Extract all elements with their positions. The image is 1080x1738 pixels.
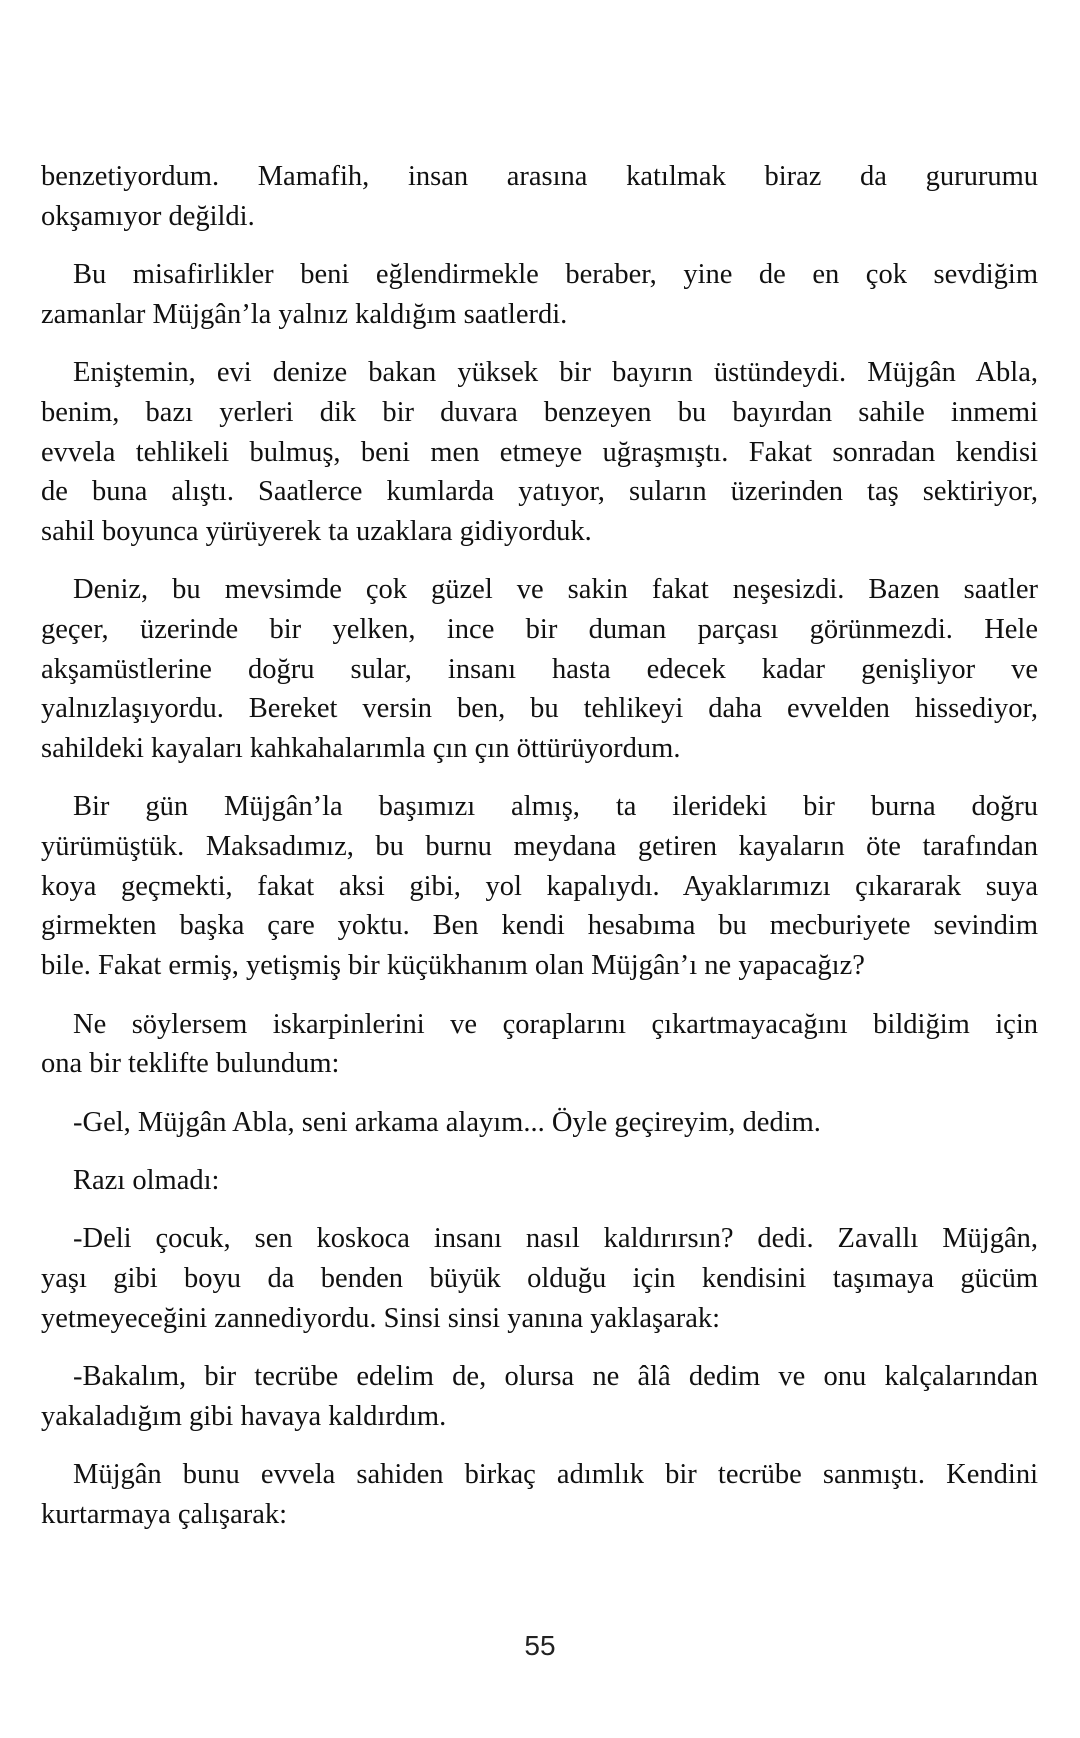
text-line: benzetiyordum. Mamafih, insan arasına katılmak biraz da gururumu: [41, 161, 1038, 192]
text-line: akşamüstlerine doğru sular, insanı hasta edecek kadar genişliyor ve: [41, 653, 1038, 685]
text-line: Bu misafirlikler beni eğlendirmekle beraber, yine de en çok sevdiğim: [73, 259, 1038, 291]
text-line: sahildeki kayaları kahkahalarımla çın çın öttürüyordum.: [41, 733, 681, 764]
page-number: 55: [524, 1630, 556, 1661]
text-line: yürümüştük. Maksadımız, bu burnu meydana getiren kayaların öte tarafından: [41, 831, 1038, 863]
text-line: Razı olmadı:: [73, 1164, 220, 1196]
text-line: Eniştemin, evi denize bakan yüksek bir bayırın üstündeydi. Müjgân Abla,: [73, 357, 1038, 389]
text-line: benim, bazı yerleri dik bir duvara benzeyen bu bayırdan sahile inmemi: [41, 396, 1038, 428]
paragraph: [41, 1161, 1038, 1201]
text-line: girmekten başka çare yoktu. Ben kendi hesabıma bu mecburiyete sevindim: [41, 910, 1038, 942]
text-line: Bir gün Müjgân’la başımızı almış, ta ilerideki bir burna doğru: [73, 791, 1038, 823]
page-body-text: [41, 157, 1038, 1553]
text-line: sahil boyunca yürüyerek ta uzaklara gidiyorduk.: [41, 515, 592, 547]
text-line: -Gel, Müjgân Abla, seni arkama alayım... Öyle geçireyim, dedim.: [73, 1106, 821, 1138]
paragraph: [41, 1103, 1038, 1143]
text-line: de buna alıştı. Saatlerce kumlarda yatıyor, suların üzerinden taş sektiriyor,: [41, 476, 1038, 508]
text-line: Müjgân bunu evvela sahiden birkaç adımlık bir tecrübe sanmıştı. Kendini: [73, 1459, 1038, 1491]
text-line: yalnızlaşıyordu. Bereket versin ben, bu tehlikeyi daha evvelden hissediyor,: [41, 693, 1038, 725]
text-line: yakaladığım gibi havaya kaldırdım.: [41, 1400, 447, 1432]
text-line: -Deli çocuk, sen koskoca insanı nasıl kaldırırsın? dedi. Zavallı Müjgân,: [73, 1223, 1038, 1255]
text-line: ona bir teklifte bulundum:: [41, 1048, 340, 1080]
paragraph: [41, 157, 1038, 236]
paragraph: [41, 1455, 1038, 1534]
paragraph: [41, 1357, 1038, 1436]
text-line: zamanlar Müjgân’la yalnız kaldığım saatlerdi.: [41, 298, 568, 330]
text-line: kurtarmaya çalışarak:: [41, 1498, 288, 1530]
text-line: okşamıyor değildi.: [41, 200, 255, 232]
text-line: -Bakalım, bir tecrübe edelim de, olursa ne âlâ dedim ve onu kalçalarından: [73, 1361, 1038, 1393]
paragraph: [41, 1005, 1038, 1084]
text-line: Ne söylersem iskarpinlerini ve çoraplarını çıkartmayacağını bildiğim için: [73, 1008, 1038, 1040]
text-line: geçer, üzerinde bir yelken, ince bir duman parçası görünmezdi. Hele: [41, 613, 1038, 645]
paragraph: [41, 1219, 1038, 1338]
text-line: yaşı gibi boyu da benden büyük olduğu için kendisini taşımaya gücüm: [41, 1263, 1038, 1294]
text-line: yetmeyeceğini zannediyordu. Sinsi sinsi yanına yaklaşarak:: [41, 1302, 721, 1334]
text-line: koya geçmekti, fakat aksi gibi, yol kapalıydı. Ayaklarımızı çıkararak suya: [41, 870, 1038, 902]
paragraph: [41, 255, 1038, 334]
text-line: Deniz, bu mevsimde çok güzel ve sakin fakat neşesizdi. Bazen saatler: [73, 574, 1038, 606]
paragraph: [41, 570, 1038, 768]
paragraph: [41, 787, 1038, 985]
text-line: bile. Fakat ermiş, yetişmiş bir küçükhanım olan Müjgân’ı ne yapacağız?: [41, 950, 865, 982]
text-line: evvela tehlikeli bulmuş, beni men etmeye uğraşmıştı. Fakat sonradan kendisi: [41, 436, 1038, 468]
paragraph: [41, 353, 1038, 551]
